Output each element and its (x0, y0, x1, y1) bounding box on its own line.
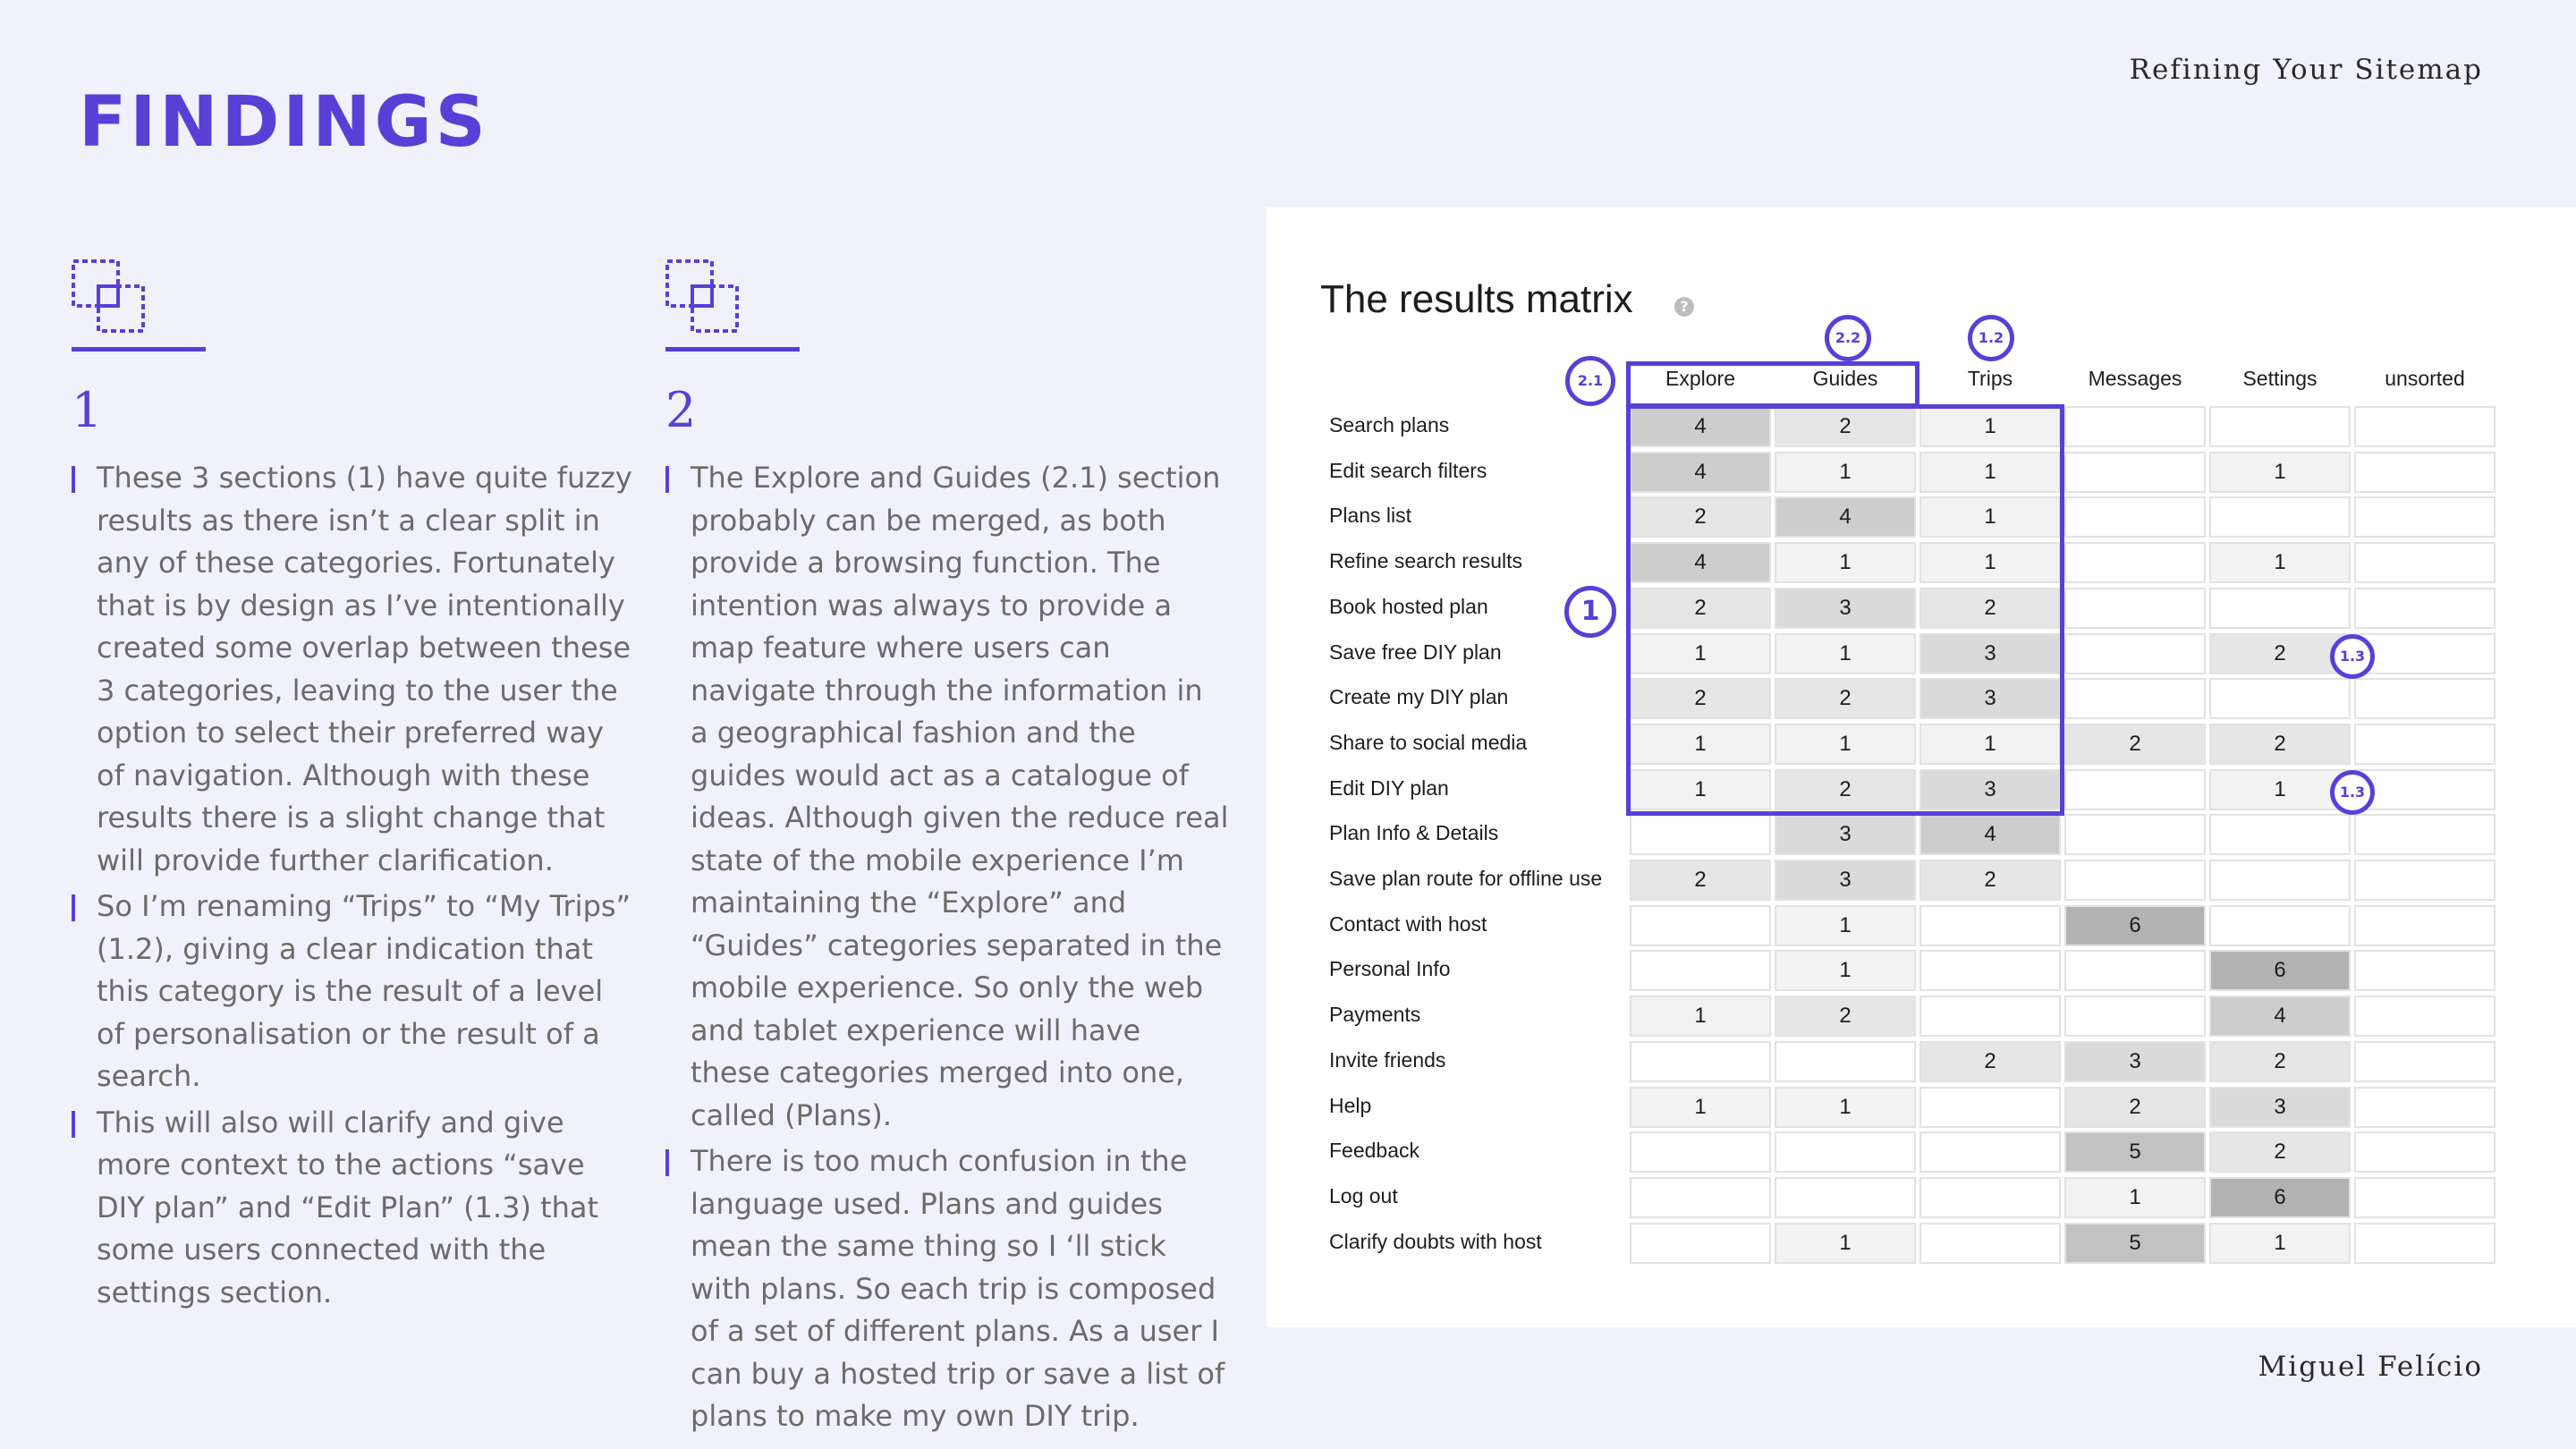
annotation-badge: 1.3 (2330, 634, 2375, 679)
matrix-cell: 6 (2064, 905, 2206, 946)
matrix-cell: 3 (2209, 1087, 2351, 1128)
matrix-cell: 4 (1775, 496, 1916, 538)
matrix-cell (2064, 496, 2206, 538)
annotation-badge: 1 (1564, 586, 1616, 638)
matrix-cell: 6 (2209, 950, 2351, 991)
matrix-cell (2354, 496, 2496, 538)
finding-column-2 (665, 259, 1229, 1438)
page-title: FINDINGS (79, 82, 489, 163)
matrix-cell (2354, 452, 2496, 493)
icon-underline (72, 347, 206, 352)
matrix-cell: 2 (1775, 769, 1916, 810)
matrix-row-label: Payments (1329, 1003, 1421, 1027)
matrix-cell (2354, 814, 2496, 855)
matrix-cell: 1 (1775, 452, 1916, 493)
matrix-cell (2354, 996, 2496, 1037)
matrix-cell (1919, 1087, 2061, 1128)
matrix-cell (2209, 678, 2351, 719)
matrix-row-label: Share to social media (1329, 730, 1528, 754)
matrix-cell: 2 (2209, 633, 2351, 674)
matrix-row-label: Log out (1329, 1183, 1398, 1208)
matrix-cell (1775, 1177, 1916, 1218)
matrix-cell (1919, 1223, 2061, 1264)
annotation-badge: 2.1 (1565, 356, 1615, 406)
matrix-cell (2064, 452, 2206, 493)
matrix-cell: 1 (2064, 1177, 2206, 1218)
annotation-badge: 1.2 (1968, 315, 2014, 361)
matrix-row-label: Book hosted plan (1329, 594, 1488, 618)
matrix-cell (2064, 588, 2206, 629)
matrix-cell: 1 (1919, 724, 2061, 765)
matrix-cell: 1 (1775, 905, 1916, 946)
finding-number: 2 (665, 382, 697, 438)
matrix-row-label: Create my DIY plan (1329, 685, 1509, 709)
matrix-column-header: Settings (2242, 367, 2318, 390)
matrix-row-label: Save free DIY plan (1329, 640, 1502, 664)
matrix-cell: 2 (1775, 678, 1916, 719)
results-matrix-card (1267, 208, 2576, 1327)
matrix-cell (1919, 996, 2061, 1037)
matrix-column-header: Explore (1665, 367, 1735, 390)
matrix-title: The results matrix (1320, 277, 1633, 321)
matrix-cell (2209, 588, 2351, 629)
matrix-cell: 4 (1919, 814, 2061, 855)
matrix-row-label: Personal Info (1329, 957, 1451, 981)
matrix-row-label: Feedback (1329, 1139, 1420, 1163)
finding-paragraph: So I’m renaming “Trips” to “My Trips” (1.2), giving a clear indication that this category is the result of a level of personalisation or the result of a search. (72, 886, 635, 1098)
matrix-cell: 1 (1630, 769, 1771, 810)
matrix-cell: 1 (2209, 542, 2351, 583)
matrix-cell (1919, 1177, 2061, 1218)
matrix-cell: 2 (1630, 860, 1771, 901)
overlapping-squares-icon (72, 259, 152, 340)
matrix-cell: 5 (2064, 1223, 2206, 1264)
matrix-row-label: Search plans (1329, 413, 1450, 436)
matrix-cell: 3 (2064, 1041, 2206, 1082)
matrix-cell (2354, 769, 2496, 810)
matrix-row-label: Refine search results (1329, 549, 1523, 573)
finding-column-1 (72, 259, 635, 1314)
matrix-cell: 1 (1630, 996, 1771, 1037)
matrix-cell: 1 (1919, 452, 2061, 493)
matrix-row-label: Edit search filters (1329, 458, 1487, 482)
matrix-row-label: Help (1329, 1093, 1372, 1117)
matrix-cell (2354, 905, 2496, 946)
matrix-cell (1630, 905, 1771, 946)
finding-paragraph: This will also will clarify and give more context to the actions “save DIY plan” and “Edit Plan” (1.3) that some users connected with the settings section. (72, 1102, 635, 1315)
finding-number: 1 (72, 382, 103, 438)
matrix-row-label: Save plan route for offline use (1329, 867, 1603, 890)
matrix-cell: 2 (1919, 1041, 2061, 1082)
matrix-cell (2209, 905, 2351, 946)
matrix-cell: 2 (2064, 724, 2206, 765)
matrix-column-header: Trips (1967, 367, 2013, 390)
matrix-cell (2064, 996, 2206, 1037)
matrix-cell (2064, 678, 2206, 719)
matrix-cell: 1 (1775, 1223, 1916, 1264)
matrix-cell (1919, 1131, 2061, 1173)
annotation-badge: 2.2 (1825, 315, 1871, 361)
finding-paragraph: These 3 sections (1) have quite fuzzy results as there isn’t a clear split in any of these categories. Fortunately that is by design as I’ve intentionally created some overlap between these 3 categories, leaving to the user the option to select their preferred way of navigation. Although with these results there is a slight change that will provide further clarification. (72, 457, 635, 882)
matrix-cell: 1 (2209, 769, 2351, 810)
matrix-cell: 1 (1775, 633, 1916, 674)
matrix-cell: 3 (1775, 814, 1916, 855)
matrix-cell: 2 (1775, 996, 1916, 1037)
matrix-cell: 3 (1919, 678, 2061, 719)
matrix-cell: 2 (1919, 588, 2061, 629)
matrix-row-label: Contact with host (1329, 911, 1487, 936)
matrix-cell: 3 (1775, 860, 1916, 901)
matrix-cell (2354, 633, 2496, 674)
matrix-cell: 2 (2209, 724, 2351, 765)
matrix-cell (2354, 678, 2496, 719)
matrix-cell (1775, 1131, 1916, 1173)
finding-paragraph: The Explore and Guides (2.1) section probably can be merged, as both provide a browsing function. The intention was always to provide a map feature where users can navigate through the information in a geographical fashion and the guides would act as a catalogue of ideas. Although given the reduce real state of the mobile experience I’m maintaining the “Explore” and “Guides” categories separated in the mobile experience. So only the web and tablet experience will have these categories merged into one, called (Plans). (665, 457, 1229, 1137)
matrix-cell (2209, 814, 2351, 855)
matrix-column-header: Messages (2088, 367, 2182, 390)
matrix-cell: 2 (1775, 406, 1916, 447)
matrix-cell: 3 (1919, 633, 2061, 674)
core-sections-highlight (1626, 404, 2064, 816)
matrix-cell (1630, 1131, 1771, 1173)
matrix-cell (2354, 1041, 2496, 1082)
overlapping-squares-icon (665, 259, 746, 340)
matrix-cell: 1 (1919, 542, 2061, 583)
matrix-cell (2354, 1223, 2496, 1264)
matrix-cell (1630, 1041, 1771, 1082)
matrix-column-header: Guides (1812, 367, 1878, 390)
matrix-cell: 1 (1630, 633, 1771, 674)
matrix-cell: 5 (2064, 1131, 2206, 1173)
matrix-row-label: Edit DIY plan (1329, 775, 1449, 800)
matrix-cell: 6 (2209, 1177, 2351, 1218)
matrix-cell: 3 (1919, 769, 2061, 810)
matrix-cell: 2 (2209, 1131, 2351, 1173)
icon-underline (665, 347, 800, 352)
matrix-cell (2064, 769, 2206, 810)
matrix-cell (1630, 1223, 1771, 1264)
matrix-cell (2354, 950, 2496, 991)
matrix-row-label: Plans list (1329, 504, 1412, 528)
matrix-cell (2354, 860, 2496, 901)
matrix-cell (2354, 1177, 2496, 1218)
matrix-cell (1630, 814, 1771, 855)
matrix-cell (2064, 860, 2206, 901)
matrix-cell (1919, 950, 2061, 991)
matrix-cell: 4 (2209, 996, 2351, 1037)
matrix-cell: 1 (1775, 1087, 1916, 1128)
matrix-cell: 4 (1630, 406, 1771, 447)
matrix-cell: 1 (1775, 724, 1916, 765)
matrix-cell: 2 (2064, 1087, 2206, 1128)
matrix-cell: 1 (1630, 1087, 1771, 1128)
matrix-cell (2354, 1131, 2496, 1173)
matrix-cell: 2 (1630, 588, 1771, 629)
matrix-cell: 4 (1630, 542, 1771, 583)
matrix-cell (2354, 406, 2496, 447)
matrix-cell (1630, 950, 1771, 991)
matrix-row-label: Clarify doubts with host (1329, 1229, 1542, 1253)
question-circle-icon[interactable]: ? (1674, 297, 1694, 317)
matrix-column-header: unsorted (2385, 367, 2465, 390)
author-name: Miguel Felício (2258, 1351, 2483, 1383)
matrix-cell: 2 (2209, 1041, 2351, 1082)
matrix-cell (2064, 633, 2206, 674)
matrix-cell (2354, 588, 2496, 629)
matrix-cell: 2 (1919, 860, 2061, 901)
matrix-cell: 1 (2209, 1223, 2351, 1264)
matrix-cell: 1 (1919, 496, 2061, 538)
matrix-cell: 4 (1630, 452, 1771, 493)
matrix-cell: 1 (1919, 406, 2061, 447)
matrix-cell (2354, 1087, 2496, 1128)
matrix-row-label: Plan Info & Details (1329, 821, 1499, 845)
finding-paragraph: There is too much confusion in the language used. Plans and guides mean the same thing so I ‘ll stick with plans. So each trip is composed of a set of different plans. As a user I can buy a hosted trip or save a list of plans to make my own DIY trip. (665, 1140, 1229, 1438)
matrix-cell (1919, 905, 2061, 946)
matrix-cell (2209, 860, 2351, 901)
matrix-cell (2064, 950, 2206, 991)
matrix-cell: 2 (1630, 496, 1771, 538)
matrix-cell (1630, 1177, 1771, 1218)
matrix-cell: 1 (2209, 452, 2351, 493)
matrix-cell (2064, 814, 2206, 855)
matrix-cell (2064, 542, 2206, 583)
explore-guides-highlight (1626, 361, 1919, 408)
matrix-cell: 1 (1775, 542, 1916, 583)
annotation-badge: 1.3 (2330, 770, 2375, 815)
matrix-cell (2354, 724, 2496, 765)
matrix-cell (2354, 542, 2496, 583)
matrix-cell: 1 (1630, 724, 1771, 765)
matrix-row-label: Invite friends (1329, 1047, 1446, 1072)
matrix-cell: 3 (1775, 588, 1916, 629)
matrix-cell (1775, 1041, 1916, 1082)
matrix-cell (2209, 406, 2351, 447)
matrix-cell: 1 (1775, 950, 1916, 991)
section-title: Refining Your Sitemap (2129, 54, 2483, 86)
matrix-cell (2209, 496, 2351, 538)
matrix-cell: 2 (1630, 678, 1771, 719)
matrix-cell (2064, 406, 2206, 447)
